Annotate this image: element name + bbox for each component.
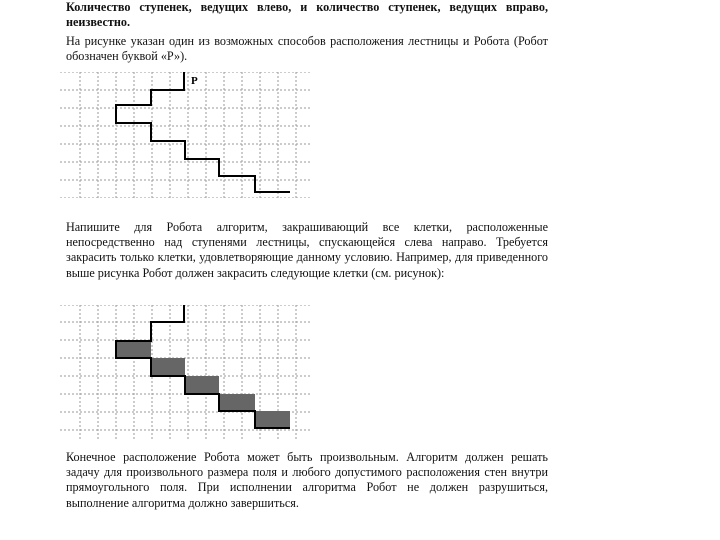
staircase-figure-1 (60, 72, 310, 198)
intro-text: Количество ступенек, ведущих влево, и количество ступенек, ведущих вправо, неизвестно. (66, 0, 548, 30)
staircase-figure-2 (60, 305, 310, 439)
staircase-wall (116, 305, 290, 428)
figure-note-text: На рисунке указан один из возможных способов расположения лестницы и Робота (Робот обозначен буквой «Р»). (66, 34, 548, 64)
shaded-cell (255, 411, 290, 428)
final-text: Конечное расположение Робота может быть произвольным. Алгоритм должен решать задачу для произвольного размера поля и любого допустимого расположения стен внутри прямоугольного поля. При исполнении алгоритма Робот не должен разрушиться, выполнение алгоритма должно завершиться. (66, 450, 548, 510)
task-text: Напишите для Робота алгоритм, закрашивающий все клетки, расположенные непосредственно над ступенями лестницы, спускающейся слева направо. Требуется закрасить только клетки, удовлетворяющие данному условию. Например, для приведенного выше рисунка Робот должен закрасить следующие клетки (см. рисунок): (66, 220, 548, 280)
shaded-cell (185, 376, 219, 394)
shaded-cell (151, 358, 185, 376)
staircase-figure-2-svg (60, 305, 310, 439)
staircase-figure-1-svg (60, 72, 310, 198)
robot-label: Р (191, 75, 198, 87)
shaded-cell (219, 394, 255, 411)
staircase-wall (116, 72, 290, 192)
shaded-cell (116, 341, 151, 358)
